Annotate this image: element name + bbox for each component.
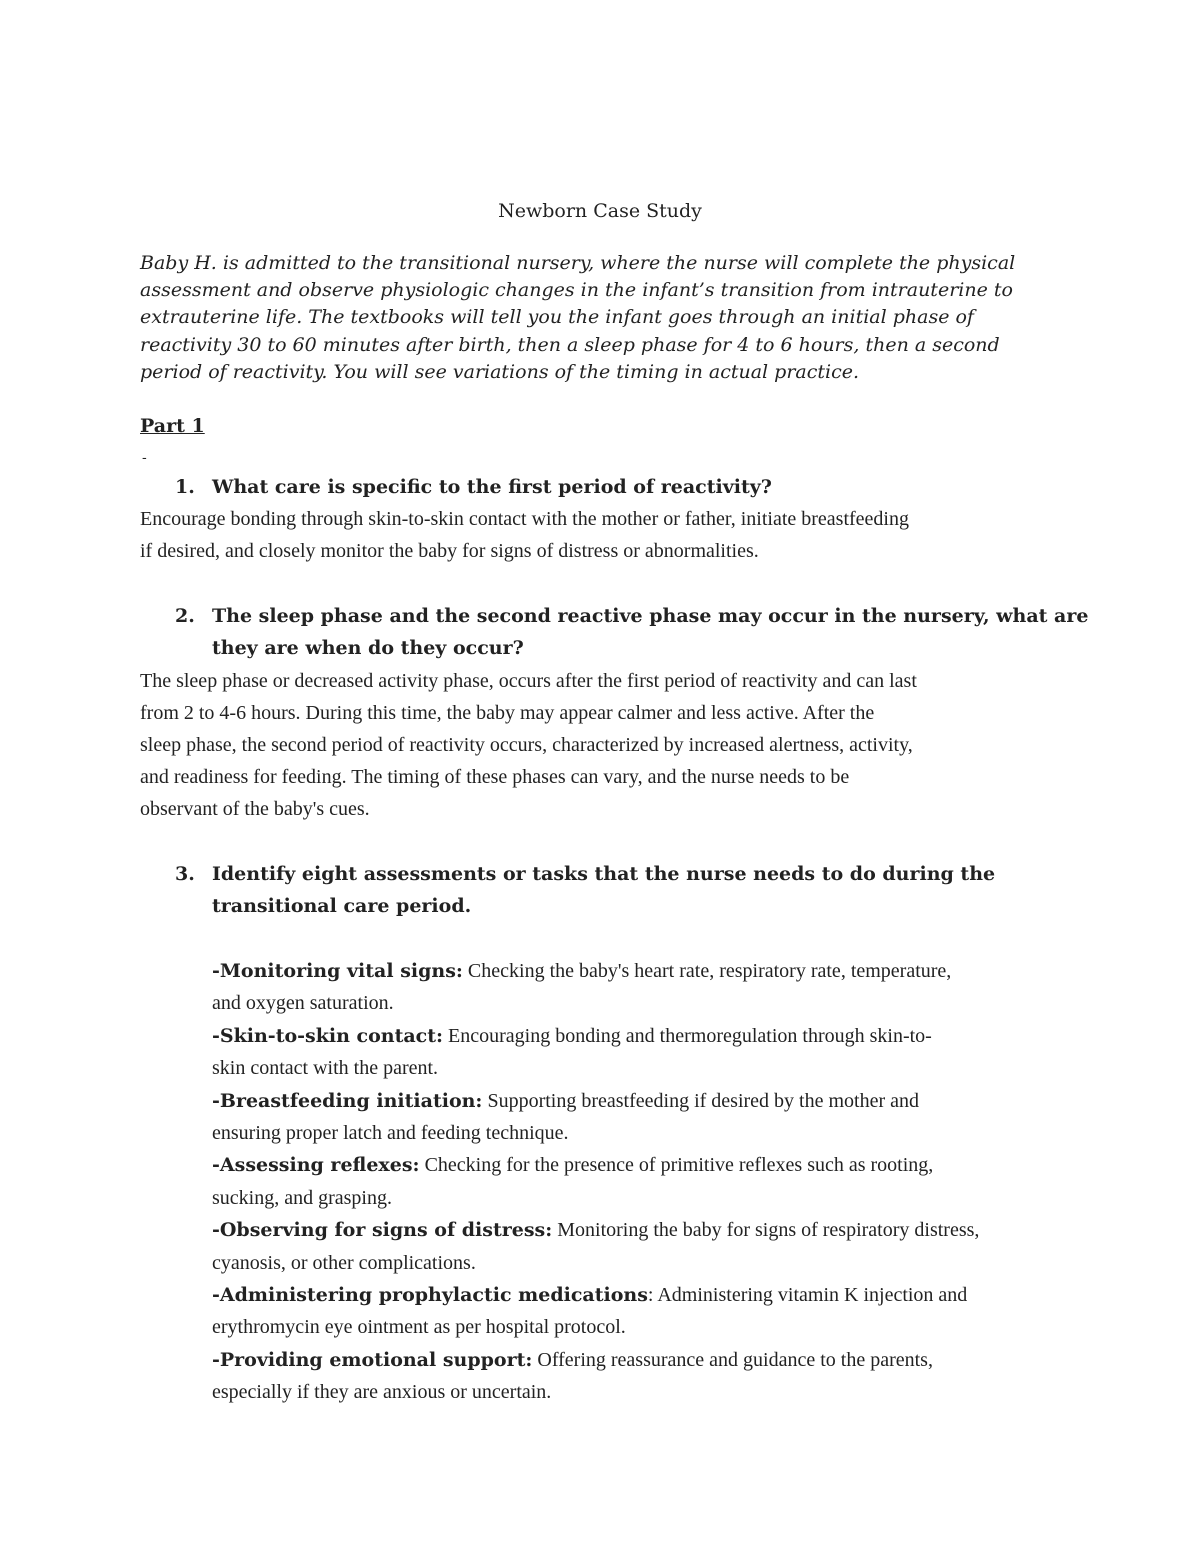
task-item xyxy=(212,1149,1082,1214)
answer-1 xyxy=(140,503,1070,567)
answer-line: The sleep phase or decreased activity phase, occurs after the first period of reactivity and can last xyxy=(140,670,917,692)
task-item xyxy=(212,1085,1082,1150)
task-description: Encouraging bonding and thermoregulation through skin-to- xyxy=(443,1024,932,1047)
task-label: -Monitoring vital signs: xyxy=(212,960,463,982)
question-number: 2. xyxy=(175,605,195,627)
question-line: What care is specific to the first period of reactivity? xyxy=(212,476,772,498)
task-description: Supporting breastfeeding if desired by the mother and xyxy=(482,1089,920,1112)
task-description: : Administering vitamin K injection and xyxy=(647,1284,968,1307)
question-line: The sleep phase and the second reactive phase may occur in the nursery, what are xyxy=(212,605,1089,627)
answer-line: from 2 to 4-6 hours. During this time, the baby may appear calmer and less active. After the xyxy=(140,702,875,724)
intro-line: extrauterine life. The textbooks will tell you the infant goes through an initial phase of xyxy=(140,306,974,329)
task-item xyxy=(212,1344,1082,1409)
question-line: transitional care period. xyxy=(212,895,472,917)
part-heading: Part 1 xyxy=(140,415,205,437)
question-text xyxy=(212,471,772,503)
task-label: -Breastfeeding initiation: xyxy=(212,1089,483,1112)
task-label: -Observing for signs of distress: xyxy=(212,1219,553,1242)
task-description: Checking for the presence of primitive reflexes such as rooting, xyxy=(419,1154,934,1177)
task-label: -Administering prophylactic medications xyxy=(212,1284,648,1307)
task-label: -Skin-to-skin contact: xyxy=(212,1024,444,1047)
intro-line: period of reactivity. You will see variations of the timing in actual practice. xyxy=(140,360,860,383)
intro-line: reactivity 30 to 60 minutes after birth, then a sleep phase for 4 to 6 hours, then a second xyxy=(140,333,1000,356)
question-text xyxy=(212,858,995,922)
question-2 xyxy=(175,600,1088,664)
document-title: Newborn Case Study xyxy=(498,200,702,222)
question-number: 3. xyxy=(175,863,195,885)
task-description: ensuring proper latch and feeding technique. xyxy=(212,1122,569,1145)
task-item xyxy=(212,955,1082,1020)
question-number: 1. xyxy=(175,476,195,498)
answer-line: sleep phase, the second period of reactivity occurs, characterized by increased alertness, activity, xyxy=(140,734,913,756)
question-line: Identify eight assessments or tasks that the nurse needs to do during the xyxy=(212,863,996,885)
dash-mark: - xyxy=(142,450,147,466)
question-3 xyxy=(175,858,995,922)
task-description: erythromycin eye ointment as per hospital protocol. xyxy=(212,1316,626,1339)
task-item xyxy=(212,1279,1082,1344)
answer-line: Encourage bonding through skin-to-skin contact with the mother or father, initiate breastfeeding xyxy=(140,508,909,530)
question-text xyxy=(212,600,1088,664)
task-description: and oxygen saturation. xyxy=(212,992,394,1015)
task-description: skin contact with the parent. xyxy=(212,1057,439,1080)
task-description: Monitoring the baby for signs of respiratory distress, xyxy=(552,1219,980,1242)
task-description: Checking the baby's heart rate, respiratory rate, temperature, xyxy=(462,960,952,982)
intro-line: Baby H. is admitted to the transitional nursery, where the nurse will complete the physical xyxy=(140,252,1016,274)
answer-line: observant of the baby's cues. xyxy=(140,798,370,820)
task-description: cyanosis, or other complications. xyxy=(212,1251,476,1274)
intro-paragraph xyxy=(140,250,1070,386)
task-label: -Providing emotional support: xyxy=(212,1348,533,1371)
task-item xyxy=(212,1214,1082,1279)
intro-line: assessment and observe physiologic changes in the infant’s transition from intrauterine to xyxy=(140,279,1013,302)
answer-line: and readiness for feeding. The timing of these phases can vary, and the nurse needs to be xyxy=(140,766,850,788)
answer-2 xyxy=(140,665,1070,825)
task-description: sucking, and grasping. xyxy=(212,1186,392,1209)
task-description: Offering reassurance and guidance to the parents, xyxy=(532,1348,933,1371)
task-item xyxy=(212,1020,1082,1085)
question-1 xyxy=(175,471,772,503)
task-list xyxy=(212,955,1082,1409)
task-description: especially if they are anxious or uncertain. xyxy=(212,1381,552,1404)
answer-line: if desired, and closely monitor the baby for signs of distress or abnormalities. xyxy=(140,540,759,562)
task-label: -Assessing reflexes: xyxy=(212,1154,420,1177)
question-line: they are when do they occur? xyxy=(212,637,524,659)
